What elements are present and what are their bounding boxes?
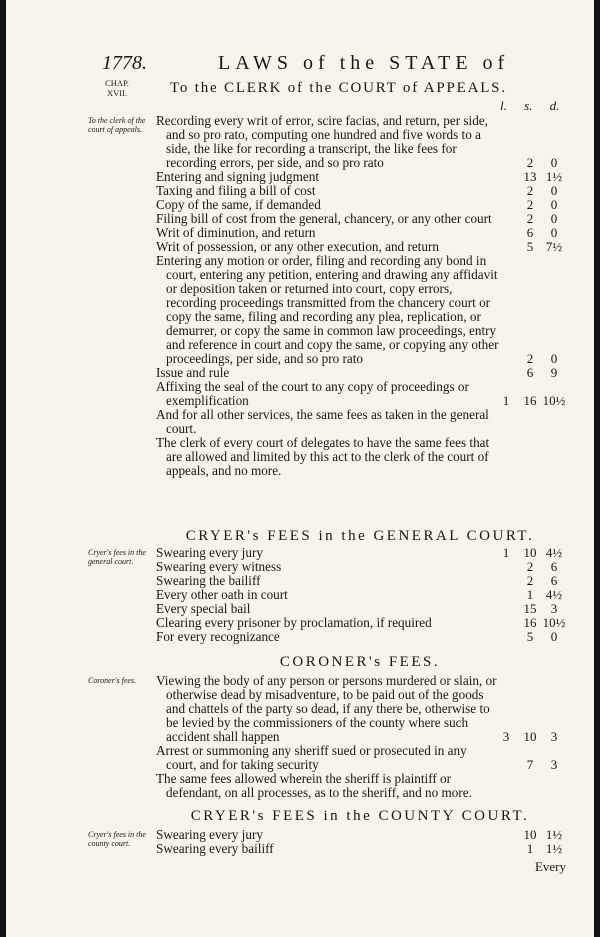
chapter-marker [90,78,144,98]
fee-amount [500,226,570,240]
shillings-value: 1 [526,841,534,856]
fee-description: The clerk of every court of delegates to have the same fees that are allowed and limited by this act to the clerk of the court of appeals, and no more. [156,435,490,478]
fee-description: Swearing every witness [156,559,282,574]
pence-value: 1½ [545,841,563,856]
fee-description: Swearing every jury [156,827,263,842]
shillings-value: 16 [523,393,537,408]
fee-description: Affixing the seal of the court to any copy of proceedings or exemplification [156,379,469,408]
section-title-cryer-county: CRYER's FEES in the COUNTY COURT. [190,808,530,824]
section-coroner [90,674,570,800]
fee-description: Viewing the body of any person or persons murdered or slain, or otherwise dead by misadventure, to be paid out of the goods and chattels of the party so dead, if any there be, otherwise to be levied by the commissioners of the county where such accident shall happen [156,673,497,744]
fee-description: Taxing and filing a bill of cost [156,183,316,198]
fee-description: Every special bail [156,601,251,616]
fee-amount [500,588,570,602]
fee-description: Filing bill of cost from the general, chancery, or any other court [156,211,492,226]
pence-value: 3 [550,729,558,744]
running-head [90,50,570,78]
fee-entry [90,828,570,842]
fee-entry [90,436,570,478]
page-title: LAWS of the STATE of [218,52,510,74]
fee-list [90,546,570,644]
fee-description: Writ of possession, or any other execution, and return [156,239,439,254]
fee-amount [500,574,570,588]
fee-amount [500,786,570,800]
fee-amount [500,170,570,184]
pounds-value: 1 [502,393,510,408]
section-title-coroner: CORONER's FEES. [279,654,441,670]
book-page [90,50,570,937]
pence-value: 4½ [545,587,563,602]
fee-amount [500,560,570,574]
fee-description: Issue and rule [156,365,230,380]
fee-entry [90,842,570,856]
fee-entry [90,588,570,602]
fee-amount [500,630,570,644]
fee-entry [90,366,570,380]
fee-amount [500,422,570,436]
fee-list [90,114,570,478]
shillings-value: 16 [523,615,537,630]
fee-amount [500,198,570,212]
fee-description: Clearing every prisoner by proclamation, if required [156,615,432,630]
fee-amount [500,758,570,772]
shillings-value: 10 [523,827,537,842]
shillings-value: 13 [523,169,537,184]
pence-value: 1½ [545,169,563,184]
chapter-number: XVII. [106,88,128,98]
shillings-value: 5 [526,239,534,254]
chapter-label: CHAP. [105,78,129,88]
fee-entry [90,408,570,436]
shillings-value: 10 [523,729,537,744]
catchword: Every [534,859,566,874]
shillings-value: 1 [526,587,534,602]
section-title-clerk [170,80,507,97]
shillings-value: 5 [526,629,534,644]
section-cryer-county [90,828,570,856]
pence-value: 6 [550,573,558,588]
fee-description: Arrest or summoning any sheriff sued or prosecuted in any court, and for taking security [156,743,467,772]
pence-value: 0 [550,197,558,212]
fee-description: Writ of diminution, and return [156,225,316,240]
pence-value: 10½ [542,615,566,630]
shillings-value: 2 [526,573,534,588]
margin-note: To the clerk of the court of appeals. [88,116,146,134]
fee-description: For every recognizance [156,629,280,644]
fee-entry [90,380,570,408]
pence-value: 0 [550,629,558,644]
fee-list [90,828,570,856]
scan-border-right [594,0,600,937]
fee-description: Copy of the same, if demanded [156,197,321,212]
shillings-value: 2 [526,197,534,212]
fee-description: Entering any motion or order, filing and recording any bond in court, entering any petition, entering and drawing any affidavit or deposition taken or returned into court, copy errors, recording proceedings transmitted from the chancery court or copy the same, filing and recording any plea, replication, or demurrer, or copy the same in common law proceedings, entry and reference in court and copy the same, or copying any other proceedings, per side, and so pro rato [156,253,499,366]
fee-amount [500,366,570,380]
pounds-value: 3 [502,729,510,744]
fee-amount [500,828,570,842]
fee-amount [500,546,570,560]
fee-amount [500,240,570,254]
fee-amount [500,394,570,408]
pence-value: 1½ [545,827,563,842]
fee-description: Recording every writ of error, scire facias, and return, per side, and so pro rato, computing one hundred and five words to a side, the like for recording a transcript, the like fees for recording errors, per side, and so pro rato [156,113,488,170]
fee-amount [500,212,570,226]
fee-entry [90,170,570,184]
shillings-value: 15 [523,601,537,616]
section-clerk-appeals [90,114,570,478]
fee-entry [90,254,570,366]
shillings-value: 7 [526,757,534,772]
fee-amount [500,730,570,744]
section-title-text: To the CLERK of the COURT of APPEALS. [170,80,507,96]
fee-description: And for all other services, the same fees as taken in the general court. [156,407,489,436]
shillings-value: 2 [526,211,534,226]
fee-entry [90,114,570,170]
fee-amount [500,616,570,630]
fee-entry [90,184,570,198]
fee-entry [90,546,570,560]
pence-value: 9 [550,365,558,380]
pence-value: 0 [550,183,558,198]
fee-entry [90,574,570,588]
margin-note: Cryer's fees in the general court. [88,548,146,566]
pence-value: 7½ [545,239,563,254]
fee-description: Swearing the bailiff [156,573,261,588]
fee-description: Swearing every bailiff [156,841,274,856]
pence-value: 0 [550,351,558,366]
shillings-value: 2 [526,559,534,574]
section-cryer-general [90,546,570,644]
fee-description: Entering and signing judgment [156,169,319,184]
fee-entry [90,630,570,644]
fee-amount [500,156,570,170]
pence-value: 3 [550,601,558,616]
pence-value: 6 [550,559,558,574]
fee-amount [500,184,570,198]
pence-value: 3 [550,757,558,772]
pence-value: 0 [550,225,558,240]
shillings-value: 6 [526,225,534,240]
shillings-value: 10 [523,545,537,560]
scan-border-left [0,0,6,937]
pence-value: 4½ [545,545,563,560]
fee-amount [500,842,570,856]
shillings-value: 2 [526,183,534,198]
fee-entry [90,560,570,574]
section-title-cryer-general: CRYER's FEES in the GENERAL COURT. [185,528,535,544]
pence-value: 0 [550,155,558,170]
margin-note: Cryer's fees in the county court. [88,830,146,848]
fee-description: Swearing every jury [156,545,263,560]
fee-entry [90,744,570,772]
fee-amount [500,602,570,616]
pence-value: 10½ [542,393,566,408]
fee-entry [90,212,570,226]
fee-description: Every other oath in court [156,587,288,602]
fee-description: The same fees allowed wherein the sheriff is plaintiff or defendant, on all processes, as to the sheriff, and no more. [156,771,472,800]
pounds-value: 1 [502,545,510,560]
fee-amount [500,464,570,478]
fee-entry [90,240,570,254]
fee-entry [90,226,570,240]
fee-entry [90,674,570,744]
lsd-header: l. s. d. [500,98,560,113]
fee-entry [90,616,570,630]
margin-note: Coroner's fees. [88,676,137,685]
shillings-value: 2 [526,351,534,366]
page-year: 1778. [102,52,147,74]
fee-list [90,674,570,800]
fee-entry [90,772,570,800]
fee-entry [90,602,570,616]
shillings-value: 2 [526,155,534,170]
shillings-value: 6 [526,365,534,380]
fee-entry [90,198,570,212]
pence-value: 0 [550,211,558,226]
fee-amount [500,352,570,366]
